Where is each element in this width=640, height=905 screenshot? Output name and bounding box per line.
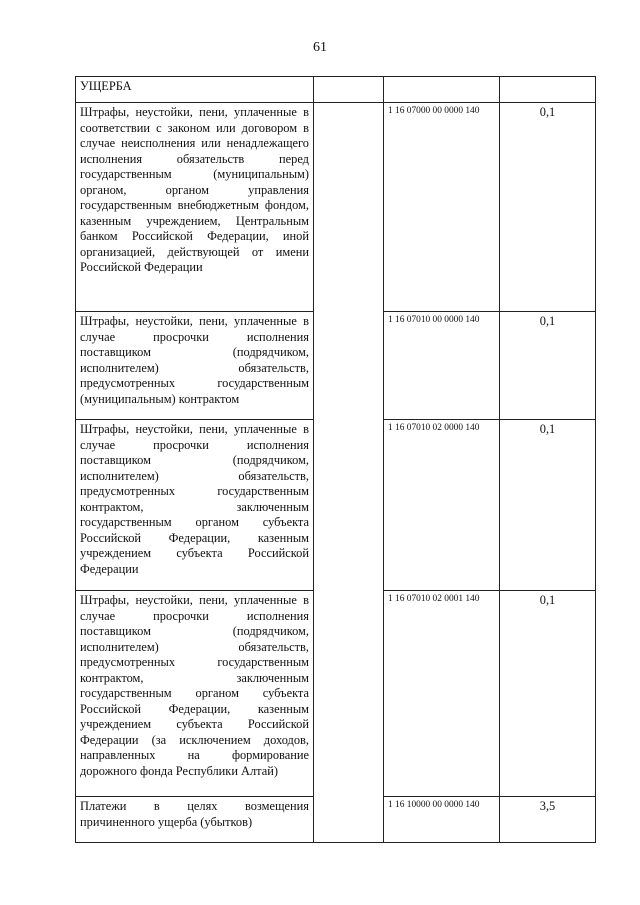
revenue-amount (500, 77, 596, 103)
budget-classification-code: 1 16 07000 00 0000 140 (384, 103, 500, 312)
revenue-amount: 0,1 (500, 103, 596, 312)
budget-classification-code: 1 16 10000 00 0000 140 (384, 797, 500, 843)
revenue-description: Штрафы, неустойки, пени, уплаченные в соответствии с законом или договором в случае неисполнения или ненадлежащего исполнения обязательств перед государственным (муниципальным) органом, органом управления государственным внебюджетным фондом, казенным учреждением, Центральным банком Российской Федерации, иной организацией, действующей от имени Российской Федерации (76, 103, 314, 312)
table-row (76, 103, 596, 312)
budget-classification-code: 1 16 07010 00 0000 140 (384, 312, 500, 420)
revenue-amount: 0,1 (500, 420, 596, 591)
revenue-description: УЩЕРБА (76, 77, 314, 103)
revenue-table (75, 76, 596, 843)
budget-classification-code: 1 16 07010 02 0000 140 (384, 420, 500, 591)
budget-classification-code (384, 77, 500, 103)
administrator-cell (314, 77, 384, 103)
revenue-description: Штрафы, неустойки, пени, уплаченные в случае просрочки исполнения поставщиком (подрядчиком, исполнителем) обязательств, предусмотренных государственным (муниципальным) контрактом (76, 312, 314, 420)
table-row (76, 77, 596, 103)
revenue-description: Платежи в целях возмещения причиненного ущерба (убытков) (76, 797, 314, 843)
revenue-description: Штрафы, неустойки, пени, уплаченные в случае просрочки исполнения поставщиком (подрядчиком, исполнителем) обязательств, предусмотренных государственным контрактом, заключенным государственным органом субъекта Российской Федерации, казенным учреждением субъекта Российской Федерации (76, 420, 314, 591)
revenue-description: Штрафы, неустойки, пени, уплаченные в случае просрочки исполнения поставщиком (подрядчиком, исполнителем) обязательств, предусмотренных государственным контрактом, заключенным государственным органом субъекта Российской Федерации, казенным учреждением субъекта Российской Федерации (за исключением доходов, направленных на формирование дорожного фонда Республики Алтай) (76, 591, 314, 797)
administrator-cell (314, 103, 384, 843)
budget-classification-code: 1 16 07010 02 0001 140 (384, 591, 500, 797)
revenue-amount: 0,1 (500, 591, 596, 797)
revenue-amount: 3,5 (500, 797, 596, 843)
page-number: 61 (313, 40, 327, 55)
revenue-amount: 0,1 (500, 312, 596, 420)
